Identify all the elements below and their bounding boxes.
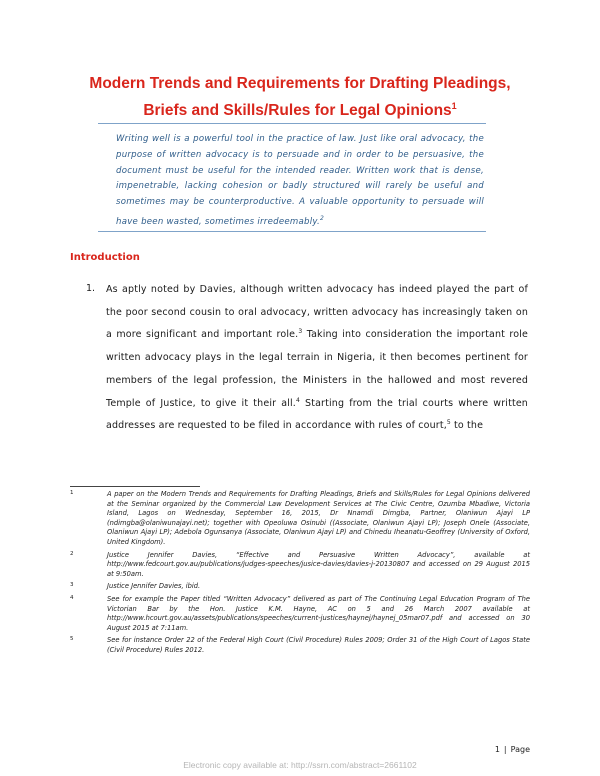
paragraph-number: 1. xyxy=(86,283,96,294)
footnote-number: 1 xyxy=(70,490,74,496)
footnote xyxy=(70,582,530,592)
footnote-text: See for example the Paper titled “Written Advocacy” delivered as part of The Continuing Legal Education Program of The Victorian Bar by the Hon. Justice K.M. Hayne, AC on 5 and 26 March 2007 available at http://www.hcourt.gov.au/assets/publications/speeches/current-justices/haynej/haynej_05mar07.pdf and accessed on 30 August 2015 at 7:11am. xyxy=(107,594,530,632)
footnote-ref-4[interactable]: 4 xyxy=(295,396,300,404)
footnote xyxy=(70,551,530,580)
footnote-text: See for instance Order 22 of the Federal High Court (Civil Procedure) Rules 2009; Order 31 of the High Court of Lagos State (Civil Procedure) Rules 2012. xyxy=(107,636,530,654)
title-line-1: Modern Trends and Requirements for Drafting Pleadings, xyxy=(89,75,511,92)
para-part-2: Taking into consideration the important role written advocacy plays in the legal terrain in Nigeria, it then becomes pertinent for members of the legal profession, the Ministers in the hallowed and most revered Temple of Justice, to give it their all. xyxy=(106,329,528,409)
title-line-2-text: Briefs and Skills/Rules for Legal Opinions xyxy=(143,102,452,120)
page-separator: | xyxy=(503,745,507,754)
footnote-number: 4 xyxy=(70,594,74,601)
title-line-2 xyxy=(60,95,540,122)
footnotes xyxy=(70,490,530,659)
footnote-text: A paper on the Modern Trends and Requirements for Drafting Pleadings, Briefs and Skills/Rules for Legal Opinions delivered at the Seminar organized by the Commercial Law Development Services at The Civic Centre, Ozumba Mbadiwe, Victoria Island, Lagos on Wednesday, September 16, 2015, Dr Nnamdi Dimgba, Partner, Olaniwun Ajayi LP (ndimgba@olaniwunajayi.net); together with Opeoluwa Osinubi ((Associate, Olaniwun Ajayi LP); Joseph Onele (Associate, Olaniwun Ajayi LP); Adebola Ogunsanya (Associate, Olaniwun Ajayi LP) and Chinedu Iheanatu-Geoffrey (University of Oxford, United Kingdom). xyxy=(107,490,530,546)
footnote xyxy=(70,490,530,548)
footnote-ref-3[interactable]: 3 xyxy=(298,328,303,336)
page-footer xyxy=(495,745,530,754)
page-label: Page xyxy=(510,745,530,754)
footnote-text: Justice Jennifer Davies, ibid. xyxy=(107,582,201,591)
document-title xyxy=(60,72,540,122)
footnote xyxy=(70,595,530,633)
body-paragraph xyxy=(106,279,528,438)
title-footnote-ref[interactable]: 1 xyxy=(451,101,457,111)
footnote-number: 5 xyxy=(70,636,74,643)
footnote-text: Justice Jennifer Davies, “Effective and Persuasive Written Advocacy”, available at http://www.fedcourt.gov.au/publications/judges-speeches/jusice-davies/davies-j-20130807 and accessed on 29 August 2015 at 9:50am. xyxy=(107,550,530,578)
electronic-copy-note: Electronic copy available at: http://ssrn.com/abstract=2661102 xyxy=(183,760,417,770)
footnote xyxy=(70,636,530,655)
quote-footnote-ref[interactable]: 2 xyxy=(320,214,325,222)
quote-bottom-rule xyxy=(98,231,486,232)
footnote-number: 2 xyxy=(70,550,74,557)
footnote-separator xyxy=(70,486,200,487)
section-heading-introduction: Introduction xyxy=(70,252,140,263)
quote-top-rule xyxy=(98,123,486,124)
footnote-ref-5[interactable]: 5 xyxy=(446,419,451,427)
page-number: 1 xyxy=(494,745,500,754)
para-part-1: As aptly noted by Davies, although written advocacy has indeed played the part of the poor second cousin to oral advocacy, written advocacy has increasingly taken on a more significant and important role. xyxy=(106,284,528,341)
epigraph-quote xyxy=(116,132,484,231)
para-part-4: to the xyxy=(450,420,484,432)
footnote-number: 3 xyxy=(70,582,74,589)
quote-text: Writing well is a powerful tool in the practice of law. Just like oral advocacy, the purpose of written advocacy is to persuade and in order to be persuasive, the document must be useful for the intended reader. Written work that is dense, impenetrable, lacking cohesion or badly structured will rarely be useful and sometimes may be counterproductive. A valuable opportunity to persuade will have been wasted, sometimes irredeemably. xyxy=(116,134,484,227)
para-part-3: Starting from the trial courts where written addresses are requested to be filed in accordance with rules of court, xyxy=(106,397,528,432)
